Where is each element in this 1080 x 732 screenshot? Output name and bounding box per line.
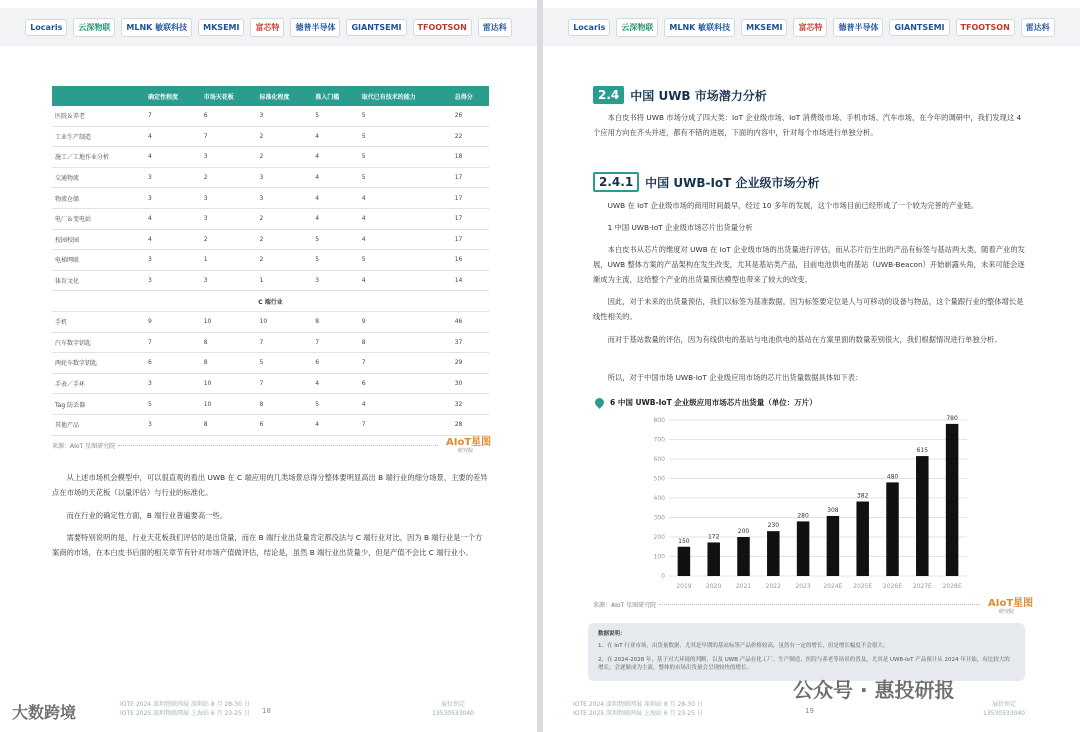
table-cell: 5	[312, 106, 358, 126]
footer-line: IOTE 2025 深圳物联网展 上海站 6 月 23-25 日	[573, 710, 703, 717]
bar-value-label: 480	[886, 473, 899, 481]
bar-value-label: 200	[737, 528, 750, 535]
table-row	[52, 373, 489, 394]
table-cell: 22	[452, 126, 489, 147]
table-cell: 4	[145, 208, 201, 229]
table-cell: 6	[257, 414, 313, 435]
table-cell: 3	[201, 147, 257, 168]
y-tick-label: 400	[653, 495, 665, 502]
table-cell: 7	[201, 126, 257, 147]
table-cell: 4	[145, 126, 201, 147]
table-row	[52, 208, 489, 229]
watermark: 公众号 · 惠投研报	[793, 678, 955, 702]
page-number: 19	[805, 707, 814, 715]
subsection-title: 中国 UWB-IoT 企业级市场分析	[645, 175, 820, 190]
table-cell: 4	[359, 229, 452, 250]
sponsor-logo: MKSEMI	[198, 19, 244, 36]
table-cell: 4	[145, 229, 201, 250]
bar	[707, 542, 720, 576]
table-cell: 4	[145, 147, 201, 168]
chart-title-text: 6 中国 UWB-IoT 企业级应用市场芯片出货量（单位：万片）	[610, 398, 817, 407]
bar-value-label: 780	[946, 414, 958, 422]
table-row	[52, 250, 489, 271]
table-cell: 7	[257, 332, 313, 353]
table-cell: 5	[312, 250, 358, 271]
sponsor-logo: TFOOTSON	[413, 19, 472, 36]
table-cell: 手机	[52, 311, 145, 332]
sponsor-logo: GIANTSEMI	[889, 19, 949, 36]
table-cell: 7	[257, 373, 313, 394]
table-cell: 汽车数字钥匙	[52, 332, 145, 353]
bar	[916, 456, 929, 576]
table-cell: 30	[452, 373, 489, 394]
table-cell: 16	[452, 250, 489, 271]
sponsor-logo: 德普半导体	[833, 18, 883, 37]
table-cell: 1	[257, 270, 313, 291]
table-cell: 2	[257, 250, 313, 271]
subsection-heading	[593, 172, 820, 192]
table-header-cell: 总得分	[452, 86, 489, 106]
paragraph: 本白皮书从芯片的维度对 UWB 在 IoT 企业级市场的出货量进行评估，而从芯片衍生出的产品有标签与基站两大类，随着产业的发展，UWB 整体方案的产品架构在发生改变，尤其是基站类产品，目前电池供电的基站（UWB-Beacon）开始崭露头角，未来可能会逐渐成为主流，这给整个产业的出货量预估模型也带来了较大的改变。	[593, 245, 1025, 284]
table-cell: 5	[359, 126, 452, 147]
aiot-logo: AIoT星图	[446, 437, 492, 448]
x-tick-label: 2020	[706, 583, 722, 590]
paragraph: 从上述市场机会模型中，可以很直观的看出 UWB 在 C 端应用的几类场景总得分整体要明显高出 B 端行业的细分场景，主要的差异点在市场的天花板（以量评估）与行业的标准化。	[52, 473, 488, 497]
sponsor-logo: 富芯特	[250, 18, 284, 37]
table-cell: 5	[359, 250, 452, 271]
footer-expo	[120, 700, 250, 718]
phone-number: 13530533040	[432, 710, 474, 717]
table-row	[52, 167, 489, 188]
table-row	[52, 311, 489, 332]
table-cell: 7	[359, 353, 452, 374]
sponsor-logo: GIANTSEMI	[346, 19, 406, 36]
x-tick-label: 2021	[735, 583, 752, 590]
table-cell: 4	[359, 208, 452, 229]
table-cell: 8	[359, 332, 452, 353]
y-tick-label: 600	[653, 456, 665, 463]
market-opportunity-table	[52, 86, 489, 436]
sponsor-logo: Locaris	[568, 19, 610, 36]
table-cell: 物流仓储	[52, 188, 145, 209]
table-cell: 28	[452, 414, 489, 435]
table-cell: 施工／工地作业分析	[52, 147, 145, 168]
data-notes-box	[588, 623, 1025, 681]
table-row	[52, 394, 489, 415]
table-cell: 3	[201, 270, 257, 291]
section-number: 2.4	[593, 86, 624, 104]
table-source: 来源：AIoT 星图研究院	[52, 443, 116, 450]
table-header-cell: 市场天花板	[201, 86, 257, 106]
bar	[797, 521, 810, 576]
table-cell: 交通物流	[52, 167, 145, 188]
sponsor-logo: 雷达科	[478, 18, 512, 37]
table-cell: 5	[257, 353, 313, 374]
table-cell: 10	[257, 311, 313, 332]
page-number: 18	[262, 707, 271, 715]
sponsor-logo: Locaris	[25, 19, 67, 36]
table-cell: 7	[312, 332, 358, 353]
x-tick-label: 2028E	[942, 583, 962, 590]
table-cell: 8	[201, 353, 257, 374]
table-cell: 3	[201, 208, 257, 229]
table-cell: 2	[257, 208, 313, 229]
bar	[827, 516, 840, 576]
table-cell: 3	[312, 270, 358, 291]
table-row	[52, 332, 489, 353]
table-cell: 两轮车数字钥匙	[52, 353, 145, 374]
sponsor-logo: TFOOTSON	[956, 19, 1015, 36]
y-tick-label: 700	[653, 436, 665, 444]
table-cell: 5	[359, 106, 452, 126]
table-cell: 4	[312, 414, 358, 435]
table-cell: 4	[312, 167, 358, 188]
table-cell: 9	[359, 311, 452, 332]
table-cell: 1	[201, 250, 257, 271]
bar	[678, 547, 691, 576]
table-cell: 3	[145, 167, 201, 188]
table-header-row	[52, 86, 489, 106]
table-cell: 6	[145, 353, 201, 374]
left-page	[0, 0, 537, 732]
table-cell: 7	[145, 332, 201, 353]
chart-title	[595, 397, 817, 408]
table-cell: 6	[359, 373, 452, 394]
table-cell: 4	[359, 270, 452, 291]
footer-contact	[983, 700, 1025, 718]
footer-expo	[573, 700, 703, 718]
table-cell: 37	[452, 332, 489, 353]
table-cell: 32	[452, 394, 489, 415]
table-cell: 8	[201, 414, 257, 435]
sponsor-logo-bar	[543, 8, 1080, 46]
table-cell: 4	[312, 208, 358, 229]
table-row	[52, 147, 489, 168]
table-cell: 17	[452, 167, 489, 188]
paragraph: 而在行业的确定性方面，B 端行业普遍要高一些。	[66, 511, 228, 520]
table-cell: 10	[201, 373, 257, 394]
table-header-cell: 取代已有技术的能力	[359, 86, 452, 106]
sponsor-logo: MLNK 敏联科技	[121, 18, 192, 37]
bar-value-label: 172	[707, 533, 720, 541]
sponsor-logo: MLNK 敏联科技	[664, 18, 735, 37]
shipment-bar-chart	[643, 414, 973, 594]
phone-number: 13530533040	[983, 710, 1025, 717]
subsection-number: 2.4.1	[593, 172, 639, 192]
table-cell: 6	[201, 106, 257, 126]
table-cell: 8	[201, 332, 257, 353]
bar-value-label: 230	[767, 522, 780, 530]
table-cell: 10	[201, 394, 257, 415]
table-cell: 3	[257, 167, 313, 188]
table-row	[52, 414, 489, 435]
bar-value-label: 280	[797, 512, 809, 520]
right-page	[543, 0, 1080, 732]
table-cell: 6	[312, 353, 358, 374]
table-cell: 医院＆养老	[52, 106, 145, 126]
table-cell: 2	[257, 229, 313, 250]
aiot-logo-sub: 研究院	[458, 448, 474, 454]
table-cell: 10	[201, 311, 257, 332]
x-tick-label: 2023	[795, 583, 811, 590]
paragraph: 本白皮书将 UWB 市场分成了四大类：IoT 企业级市场、IoT 消费级市场、手机市场、汽车市场，在今年的调研中，我们发现这 4 个应用方向在齐头并进，都有不错的进展，下面的内容中，针对每个市场进行单独分析。	[593, 113, 1022, 137]
y-tick-label: 200	[653, 534, 665, 541]
y-tick-label: 300	[653, 514, 665, 522]
table-cell: 7	[145, 106, 201, 126]
bar-value-label: 615	[916, 447, 929, 455]
table-cell: 17	[452, 188, 489, 209]
x-tick-label: 2027E	[912, 583, 932, 590]
aiot-logo-sub: 研究院	[999, 609, 1015, 615]
table-row	[52, 229, 489, 250]
bar	[767, 531, 780, 576]
x-tick-label: 2022	[765, 583, 781, 590]
y-tick-label: 0	[661, 573, 665, 580]
table-cell: 3	[145, 188, 201, 209]
table-row	[52, 270, 489, 291]
bar-value-label: 150	[678, 537, 690, 545]
table-row	[52, 106, 489, 126]
table-cell: 2	[201, 167, 257, 188]
table-cell: 17	[452, 208, 489, 229]
table-cell: 电厂＆变电站	[52, 208, 145, 229]
table-cell: 手表／手环	[52, 373, 145, 394]
footer-line: IOTE 2024 深圳物联网展 深圳站 8 月 28-30 日	[573, 701, 703, 708]
y-tick-label: 800	[653, 417, 665, 424]
sponsor-logo: 富芯特	[793, 18, 827, 37]
y-tick-label: 500	[653, 475, 665, 483]
table-cell: 体育文化	[52, 270, 145, 291]
table-cell: Tag 防丢器	[52, 394, 145, 415]
table-cell: 14	[452, 270, 489, 291]
table-header-cell: 标准化程度	[257, 86, 313, 106]
x-tick-label: 2024E	[823, 583, 843, 590]
bar	[946, 424, 959, 576]
footer-line: IOTE 2025 深圳物联网展 上海站 6 月 23-25 日	[120, 710, 250, 717]
table-cell: 7	[359, 414, 452, 435]
table-cell: 3	[145, 373, 201, 394]
map-pin-icon	[593, 396, 606, 409]
watermark: 大数跨境	[12, 703, 77, 722]
table-cell: 5	[145, 394, 201, 415]
table-cell: 5	[312, 394, 358, 415]
bar	[737, 537, 750, 576]
table-cell: 4	[312, 126, 358, 147]
table-cell: 29	[452, 353, 489, 374]
table-cell: 3	[145, 270, 201, 291]
table-cell: 5	[359, 167, 452, 188]
section-heading	[593, 86, 767, 104]
table-cell: 9	[145, 311, 201, 332]
paragraph: 因此，对于未来的出货量预估，我们以标签为基准数据，因为标签要定位是人与可移动的设备与物品，这个量跟行业的整体增长是线性相关的。	[593, 297, 1024, 321]
note-item: 1、在 IoT 行业市场，出货量数据，尤其是早期的基站标签产品价格较高，虽然有一定的增长，但是增长幅度不会很大。	[598, 643, 889, 649]
table-cell: 2	[257, 126, 313, 147]
table-cell: 2	[257, 147, 313, 168]
bar	[886, 482, 899, 576]
divider	[659, 604, 979, 605]
table-cell: 26	[452, 106, 489, 126]
sponsor-logo: 雷达科	[1021, 18, 1055, 37]
table-cell: 3	[145, 250, 201, 271]
table-row	[52, 188, 489, 209]
paragraph: 1 中国 UWB-IoT 企业级市场芯片出货量分析	[607, 223, 753, 232]
table-cell: 5	[312, 229, 358, 250]
table-cell: 电梯网联	[52, 250, 145, 271]
table-row	[52, 353, 489, 374]
table-row	[52, 126, 489, 147]
bar	[856, 502, 869, 576]
table-cell: 18	[452, 147, 489, 168]
paragraph: UWB 在 IoT 企业级市场的商用时间最早，经过 10 多年的发展，这个市场目前已经形成了一个较为完善的产业链。	[607, 201, 979, 210]
table-cell: 工业生产制造	[52, 126, 145, 147]
section-title: 中国 UWB 市场潜力分析	[630, 88, 767, 103]
chart-source: 来源：AIoT 星图研究院	[593, 602, 657, 609]
table-cell: 4	[359, 188, 452, 209]
x-tick-label: 2019	[676, 583, 692, 590]
booking-label: 展位预定	[991, 701, 1016, 708]
table-cell: 4	[359, 394, 452, 415]
table-header-cell: 准入门槛	[312, 86, 358, 106]
table-cell: 3	[145, 414, 201, 435]
sponsor-logo: MKSEMI	[741, 19, 787, 36]
x-tick-label: 2025E	[853, 583, 873, 590]
table-cell: 4	[312, 188, 358, 209]
table-section-row	[52, 291, 489, 312]
paragraph: 而对于基站数量的评估，因为有线供电的基站与电池供电的基站在方案里面的数量差别很大，我们根据情况进行单独分析。	[607, 335, 1002, 344]
table-cell: 4	[312, 147, 358, 168]
table-cell: 17	[452, 229, 489, 250]
divider	[118, 445, 438, 446]
x-tick-label: 2026E	[882, 583, 903, 590]
sponsor-logo: 云深物联	[73, 18, 115, 37]
table-cell: 46	[452, 311, 489, 332]
table-cell: 2	[201, 229, 257, 250]
table-cell: 其他产品	[52, 414, 145, 435]
bar-value-label: 308	[827, 506, 839, 514]
note-item: 2、在 2024-2028 年，基于对大环境的判断，以及 UWB 产品在化工厂、生产制造、医院与养老等场景的普及，尤其是 UWB-IoT 产品预计从 2024 年开始，有比较大的增长，会逐渐成为主流，整体的市场出货量会呈现较快的增长。	[598, 657, 1010, 671]
y-tick-label: 100	[653, 553, 665, 561]
sponsor-logo-bar	[0, 8, 537, 46]
notes-title: 数据说明：	[598, 631, 626, 637]
sponsor-logo: 云深物联	[616, 18, 658, 37]
table-cell: 8	[312, 311, 358, 332]
footer-line: IOTE 2024 深圳物联网展 深圳站 8 月 28-30 日	[120, 701, 250, 708]
footer-contact	[432, 700, 474, 718]
paragraph: 所以，对于中国市场 UWB-IoT 企业级应用市场的芯片出货量数据具体如下表：	[607, 373, 863, 382]
aiot-logo: AIoT星图	[988, 598, 1034, 609]
table-cell: 3	[257, 106, 313, 126]
table-cell: 3	[257, 188, 313, 209]
table-cell: 8	[257, 394, 313, 415]
bar-value-label: 382	[856, 492, 869, 500]
table-cell: 校园校园	[52, 229, 145, 250]
table-header-cell	[52, 86, 145, 106]
table-header-cell: 确定性程度	[145, 86, 201, 106]
table-section-label: C 端行业	[52, 291, 489, 312]
table-cell: 3	[201, 188, 257, 209]
sponsor-logo: 德普半导体	[290, 18, 340, 37]
paragraph: 需要特别说明的是，行业天花板我们评估的是出货量，而在 B 端行业出货量肯定都没法与 C 端行业对比，因为 B 端行业是一个方案商的市场，在本白皮书后面的相关章节有针对市场产值做评估，结论是，虽然 B 端行业出货量少，但是产值不会比 C 端行业小。	[52, 533, 483, 557]
booking-label: 展位预定	[440, 701, 465, 708]
table-cell: 4	[312, 373, 358, 394]
table-cell: 5	[359, 147, 452, 168]
